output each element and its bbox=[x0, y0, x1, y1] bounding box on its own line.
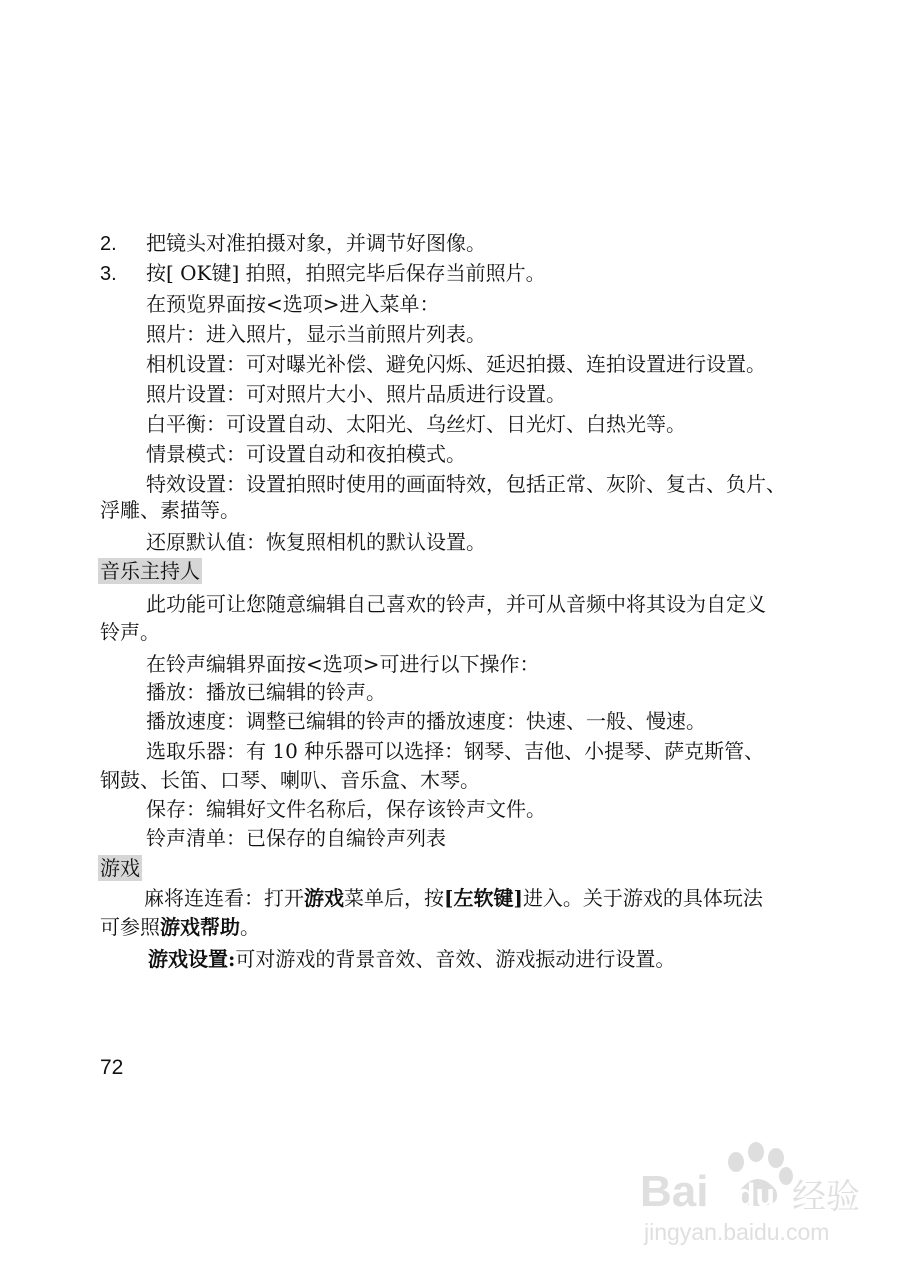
list-text: 按[ OK键] 拍照，拍照完毕后保存当前照片。 bbox=[146, 261, 546, 285]
camera-menu-photo-settings: 照片设置：可对照片大小、照片品质进行设置。 bbox=[146, 382, 566, 406]
music-host-instrument: 选取乐器：有 10 种乐器可以选择：钢琴、吉他、小提琴、萨克斯管、 bbox=[146, 739, 765, 763]
camera-menu-restore: 还原默认值：恢复照相机的默认设置。 bbox=[146, 530, 486, 554]
music-host-speed: 播放速度：调整已编辑的铃声的播放速度：快速、一般、慢速。 bbox=[146, 709, 706, 733]
list-text: 把镜头对准拍摄对象，并调节好图像。 bbox=[146, 231, 486, 255]
section-heading-music-host: 音乐主持人 bbox=[100, 559, 200, 583]
games-mahjong-bold-key: [左软键] bbox=[444, 886, 523, 910]
games-settings-text: 可对游戏的背景音效、音效、游戏振动进行设置。 bbox=[235, 947, 676, 971]
games-mahjong-text: 麻将连连看：打开 bbox=[144, 886, 304, 910]
games-mahjong-text: 可参照 bbox=[100, 915, 160, 939]
music-host-instrument-cont: 钢鼓、长笛、口琴、喇叭、音乐盒、木琴。 bbox=[100, 768, 480, 792]
camera-menu-scene-mode: 情景模式：可设置自动和夜拍模式。 bbox=[146, 442, 466, 466]
list-number: 2. bbox=[100, 233, 117, 255]
games-mahjong-text: 。 bbox=[240, 915, 260, 939]
camera-menu-camera-settings: 相机设置：可对曝光补偿、避免闪烁、延迟拍摄、连拍设置进行设置。 bbox=[146, 352, 766, 376]
games-mahjong-text: 菜单后，按 bbox=[344, 886, 444, 910]
section-heading-games: 游戏 bbox=[100, 856, 140, 880]
games-settings bbox=[148, 946, 675, 972]
list-item-2 bbox=[100, 230, 486, 257]
camera-menu-photos: 照片：进入照片，显示当前照片列表。 bbox=[146, 322, 486, 346]
music-host-play: 播放：播放已编辑的铃声。 bbox=[146, 680, 386, 704]
music-host-ringtone-list: 铃声清单：已保存的自编铃声列表 bbox=[146, 826, 446, 850]
games-settings-label: 游戏设置: bbox=[148, 947, 236, 971]
camera-menu-effects-cont: 浮雕、素描等。 bbox=[100, 498, 240, 522]
watermark-brand: Bai bbox=[640, 1167, 709, 1216]
music-host-intro: 在铃声编辑界面按<选项>可进行以下操作： bbox=[146, 652, 540, 676]
camera-menu-intro: 在预览界面按<选项>进入菜单： bbox=[146, 292, 440, 316]
camera-menu-white-balance: 白平衡：可设置自动、太阳光、乌丝灯、日光灯、白热光等。 bbox=[146, 412, 686, 436]
baidu-jingyan-watermark bbox=[640, 1128, 880, 1258]
games-mahjong-bold-help: 游戏帮助 bbox=[160, 915, 240, 939]
camera-menu-effects: 特效设置：设置拍照时使用的画面特效，包括正常、灰阶、复古、负片、 bbox=[146, 472, 786, 496]
games-mahjong-cont bbox=[100, 914, 260, 940]
watermark-brand-du: du bbox=[736, 1177, 776, 1213]
watermark-cn: 经验 bbox=[792, 1177, 860, 1217]
games-mahjong bbox=[144, 885, 763, 911]
list-item-3 bbox=[100, 260, 546, 287]
music-host-save: 保存：编辑好文件名称后，保存该铃声文件。 bbox=[146, 797, 546, 821]
games-mahjong-bold-games: 游戏 bbox=[304, 886, 344, 910]
page-number: 72 bbox=[100, 1056, 124, 1079]
watermark-url: jingyan.baidu.com bbox=[644, 1219, 830, 1245]
list-number: 3. bbox=[100, 263, 117, 285]
music-host-description-cont: 铃声。 bbox=[100, 620, 160, 644]
music-host-description: 此功能可让您随意编辑自己喜欢的铃声，并可从音频中将其设为自定义 bbox=[146, 592, 766, 616]
games-mahjong-text: 进入。关于游戏的具体玩法 bbox=[522, 886, 763, 910]
